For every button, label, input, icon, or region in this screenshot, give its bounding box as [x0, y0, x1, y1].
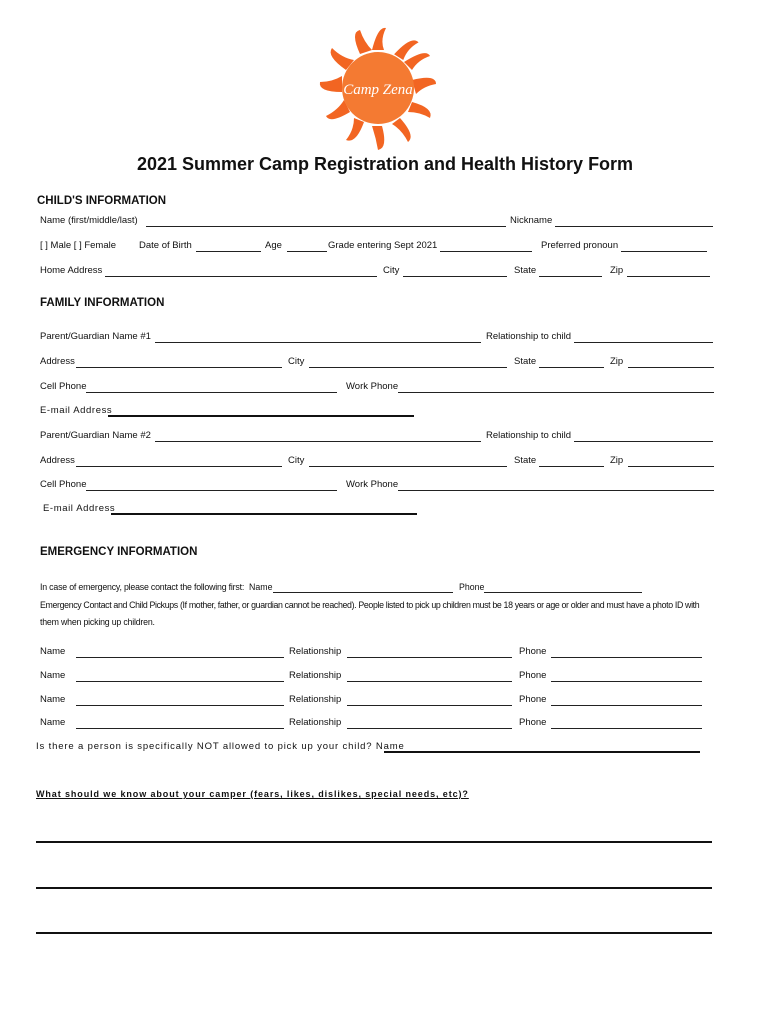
age-label: Age: [265, 240, 282, 251]
guardian1-cell-field[interactable]: [86, 392, 337, 393]
pickup-relationship-label: Relationship: [289, 670, 342, 681]
guardian2-work-label: Work Phone: [346, 479, 399, 490]
pickup-note-line2: them when picking up children.: [40, 617, 155, 627]
pickup-name-field[interactable]: [76, 681, 284, 682]
emergency-first-phone-label: Phone: [459, 582, 485, 592]
emergency-heading: EMERGENCY INFORMATION: [40, 546, 198, 558]
child-name-label: Name (first/middle/last): [40, 215, 138, 226]
child-city-field[interactable]: [403, 276, 507, 277]
camper-answer-line-1[interactable]: [36, 841, 712, 843]
camper-question: What should we know about your camper (fears, likes, dislikes, special needs, etc)?: [36, 789, 469, 799]
guardian2-cell-field[interactable]: [86, 490, 337, 491]
guardian1-city-label: City: [288, 356, 305, 367]
guardian1-state-field[interactable]: [539, 367, 604, 368]
grade-field[interactable]: [440, 251, 532, 252]
pickup-name-field[interactable]: [76, 728, 284, 729]
child-state-field[interactable]: [539, 276, 602, 277]
gender-checkboxes[interactable]: [ ] Male [ ] Female: [40, 240, 117, 251]
guardian2-field[interactable]: [155, 441, 481, 442]
pickup-phone-field[interactable]: [551, 681, 702, 682]
guardian2-label: Parent/Guardian Name #2: [40, 430, 151, 441]
not-allowed-question: Is there a person is specifically NOT allowed to pick up your child? Name: [36, 741, 405, 752]
guardian2-address-field[interactable]: [76, 466, 282, 467]
camper-answer-line-3[interactable]: [36, 932, 712, 934]
pickup-name-field[interactable]: [76, 705, 284, 706]
pickup-relationship-label: Relationship: [289, 717, 342, 728]
pickup-name-label: Name: [40, 646, 66, 657]
pickup-phone-field[interactable]: [551, 728, 702, 729]
pickup-phone-field[interactable]: [551, 705, 702, 706]
guardian1-zip-label: Zip: [610, 356, 624, 367]
grade-label: Grade entering Sept 2021: [328, 240, 438, 251]
guardian1-zip-field[interactable]: [628, 367, 714, 368]
guardian1-address-label: Address: [40, 356, 75, 367]
dob-field[interactable]: [196, 251, 261, 252]
emergency-first-phone-field[interactable]: [484, 592, 642, 593]
guardian1-relationship-label: Relationship to child: [486, 331, 572, 342]
guardian1-label: Parent/Guardian Name #1: [40, 331, 151, 342]
child-zip-field[interactable]: [627, 276, 710, 277]
pickup-relationship-label: Relationship: [289, 646, 342, 657]
child-state-label: State: [514, 265, 537, 276]
guardian1-work-field[interactable]: [398, 392, 714, 393]
logo-text: Camp Zena: [343, 82, 413, 98]
pickup-name-label: Name: [40, 670, 66, 681]
guardian1-city-field[interactable]: [309, 367, 507, 368]
guardian2-city-label: City: [288, 455, 305, 466]
not-allowed-name-field[interactable]: [384, 751, 700, 753]
pickup-phone-label: Phone: [519, 717, 547, 728]
guardian2-address-label: Address: [40, 455, 75, 466]
pickup-relationship-field[interactable]: [347, 681, 512, 682]
nickname-label: Nickname: [510, 215, 553, 226]
guardian2-zip-label: Zip: [610, 455, 624, 466]
guardian1-email-label: E-mail Address: [40, 405, 113, 416]
pickup-phone-label: Phone: [519, 646, 547, 657]
pickup-note-line1: Emergency Contact and Child Pickups (If mother, father, or guardian cannot be reached). People listed to pick up children must be 18 years or age or older and must have a photo ID with: [40, 600, 700, 610]
guardian1-state-label: State: [514, 356, 537, 367]
guardian2-city-field[interactable]: [309, 466, 507, 467]
child-city-label: City: [383, 265, 400, 276]
age-field[interactable]: [287, 251, 327, 252]
child-heading: CHILD'S INFORMATION: [37, 195, 167, 207]
emergency-first-name-label: Name: [249, 582, 273, 592]
pronoun-label: Preferred pronoun: [541, 240, 619, 251]
family-heading: FAMILY INFORMATION: [40, 297, 165, 309]
guardian1-work-label: Work Phone: [346, 381, 399, 392]
pickup-relationship-field[interactable]: [347, 705, 512, 706]
pickup-relationship-field[interactable]: [347, 728, 512, 729]
pickup-name-label: Name: [40, 717, 66, 728]
pickup-relationship-field[interactable]: [347, 657, 512, 658]
pickup-phone-label: Phone: [519, 670, 547, 681]
guardian2-zip-field[interactable]: [628, 466, 714, 467]
guardian2-email-label: E-mail Address: [43, 503, 116, 514]
guardian2-cell-label: Cell Phone: [40, 479, 87, 490]
pickup-phone-label: Phone: [519, 694, 547, 705]
page-title: 2021 Summer Camp Registration and Health History Form: [136, 154, 634, 174]
nickname-field[interactable]: [555, 226, 713, 227]
child-zip-label: Zip: [610, 265, 624, 276]
guardian2-relationship-label: Relationship to child: [486, 430, 572, 441]
home-address-label: Home Address: [40, 265, 103, 276]
pickup-name-label: Name: [40, 694, 66, 705]
home-address-field[interactable]: [105, 276, 377, 277]
guardian1-address-field[interactable]: [76, 367, 282, 368]
guardian2-state-field[interactable]: [539, 466, 604, 467]
guardian2-relationship-field[interactable]: [574, 441, 713, 442]
guardian2-state-label: State: [514, 455, 537, 466]
guardian1-cell-label: Cell Phone: [40, 381, 87, 392]
child-name-field[interactable]: [146, 226, 506, 227]
camp-zena-logo: [316, 26, 440, 150]
pickup-phone-field[interactable]: [551, 657, 702, 658]
pronoun-field[interactable]: [621, 251, 707, 252]
dob-label: Date of Birth: [139, 240, 192, 251]
guardian1-field[interactable]: [155, 342, 481, 343]
emergency-first-name-field[interactable]: [273, 592, 453, 593]
pickup-name-field[interactable]: [76, 657, 284, 658]
guardian1-email-field[interactable]: [108, 415, 414, 417]
pickup-relationship-label: Relationship: [289, 694, 342, 705]
guardian2-email-field[interactable]: [111, 513, 417, 515]
emergency-first-contact-text: In case of emergency, please contact the following first:: [40, 582, 245, 592]
guardian2-work-field[interactable]: [398, 490, 714, 491]
guardian1-relationship-field[interactable]: [574, 342, 713, 343]
camper-answer-line-2[interactable]: [36, 887, 712, 889]
